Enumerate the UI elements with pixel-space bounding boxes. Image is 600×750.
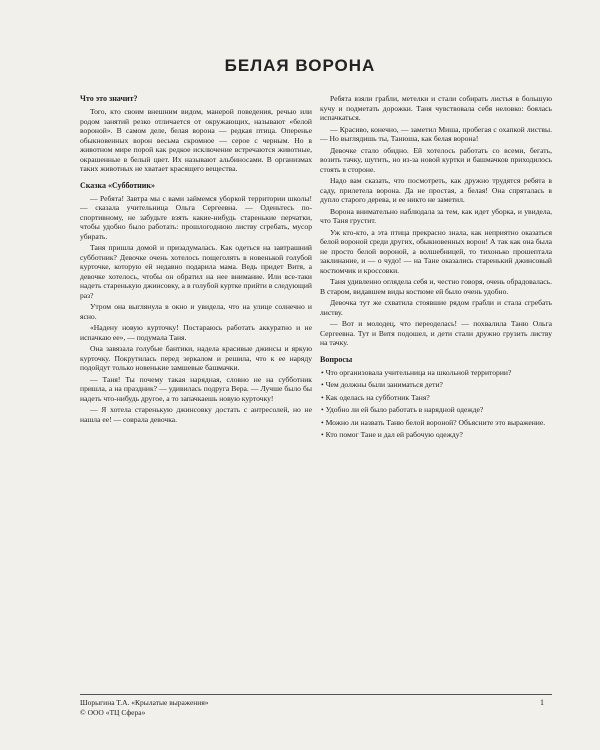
question-item: • Кто помог Тане и дал ей рабочую одежду?	[320, 430, 552, 440]
tale-paragraph: Ребята взяли грабли, метелки и стали собирать листья в большую кучу и подметать дорожки. Таня чувствовала себя неловко: боялась испачкаться.	[320, 94, 552, 122]
page-title: БЕЛАЯ ВОРОНА	[224, 56, 376, 75]
question-item: • Можно ли назвать Таню белой вороной? Объясните это выражение.	[320, 418, 552, 428]
question-item: • Что организовала учительница на школьной территории?	[320, 368, 552, 378]
tale-paragraph: Таня удивленно оглядела себя и, честно говоря, очень обрадовалась. В старом, видавшем виды костюме ей было очень удобно.	[320, 277, 552, 296]
section-heading-tale: Сказка «Субботник»	[80, 180, 155, 190]
footer-credit	[80, 698, 209, 718]
tale-paragraph: «Надену новую курточку! Постараюсь работать аккуратно и не испачкаю ее», — подумала Таня.	[80, 323, 312, 342]
page-number: 1	[540, 698, 544, 707]
tale-paragraph: Девочке стало обидно. Ей хотелось работать со всеми, бегать, возить тачку, шутить, но из-за новой куртки и башмачков приходилось стоять в стороне.	[320, 145, 552, 174]
questions-list	[320, 368, 552, 440]
tale-paragraph: Ворона внимательно наблюдала за тем, как идет уборка, и увидела, что Таня грустит.	[320, 206, 552, 225]
question-item: • Удобно ли ей было работать в нарядной одежде?	[320, 405, 552, 415]
tale-paragraph: Уж кто-кто, а эта птица прекрасно знала, как неприятно оказаться белой вороной среди других, обыкновенных ворон! А так как она была не просто белой вороной, а волшебницей, то тихонько прошептала заклинание, и — о чудо! — на Тане оказались старенький джинсовый костюмчик и кроссовки.	[320, 227, 552, 275]
tale-paragraph: Таня пришла домой и призадумалась. Как одеться на завтрашний субботник? Девочке очень хотелось пощеголять в новенькой голубой курточке, которую ей недавно подарила мама. Ведь придет Витя, а девочке хотелось, чтобы он обратил на нее внимание. Или все-таки надеть старенькую джинсовку, а в голубой куртке прийти в следующий раз?	[80, 243, 312, 300]
tale-paragraph: Она завязала голубые бантики, надела красивые джинсы и яркую курточку. Покрутилась перед зеркалом и решила, что к ее наряду подойдут только новенькие замшевые башмачки.	[80, 344, 312, 372]
tale-paragraph: — Вот и молодец, что переоделась! — похвалила Таню Ольга Сергеевна. Тут и Витя подошел, и дети стали дружно грузить листву на тачку.	[320, 319, 552, 347]
credit-publisher: © ООО «ТЦ Сфера»	[80, 708, 146, 717]
meaning-paragraph: Того, кто своим внешним видом, манерой поведения, речью или родом занятий резко отличается от окружающих, называют «белой вороной». В самом деле, белая ворона — редкая птица. Оперенье обыкновенных ворон весьма скромное — серое с черным. Но в животном мире порой как редкое исключение встречаются животные, окрашенные в белый цвет. Их называют альбиносами. В организмах таких животных не хватает красящего вещества.	[80, 107, 312, 173]
credit-author: Шорыгина Т.А. «Крылатые выражения»	[80, 698, 209, 707]
tale-paragraph: Девочка тут же схватила стоявшие рядом грабли и стала сгребать листву.	[320, 298, 552, 317]
tale-paragraph: — Красиво, конечно, — заметил Миша, пробегая с охапкой листвы. — Но выглядишь ты, Танюша, как белая ворона!	[320, 124, 552, 143]
tale-paragraph: — Таня! Ты почему такая нарядная, словно не на субботник пришла, а на праздник? — удивилась подруга Вера. — Лучше было бы надеть что-нибудь другое, а то запачкаешь новую курточку!	[80, 374, 312, 403]
left-column	[80, 94, 312, 426]
tale-paragraph: — Я хотела старенькую джинсовку достать с антресолей, но не нашла ее! — соврала девочка.	[80, 405, 312, 424]
question-item: • Чем должны были заниматься дети?	[320, 380, 552, 390]
tale-paragraph: Надо вам сказать, что посмотреть, как дружно трудятся ребята в саду, прилетела ворона. Да не простая, а белая! Она спряталась в дупло старого дерева, и ее никто не заметил.	[320, 176, 552, 204]
right-column	[320, 94, 552, 443]
footer-divider	[80, 694, 552, 695]
tale-paragraph: Утром она выглянула в окно и увидела, что на улице солнечно и ясно.	[80, 302, 312, 321]
questions-heading: Вопросы	[320, 354, 353, 364]
section-heading-meaning: Что это значит?	[80, 94, 138, 103]
tale-paragraph: — Ребята! Завтра мы с вами займемся уборкой территории школы! — сказала учительница Ольга Сергеевна. — Оденьтесь по-спортивному, не забудьте взять какие-нибудь старенькие перчатки, чтобы удобно было работать: прошлогоднюю листву сгребать, мусор убирать.	[80, 193, 312, 241]
question-item: • Как оделась на субботник Таня?	[320, 393, 552, 403]
